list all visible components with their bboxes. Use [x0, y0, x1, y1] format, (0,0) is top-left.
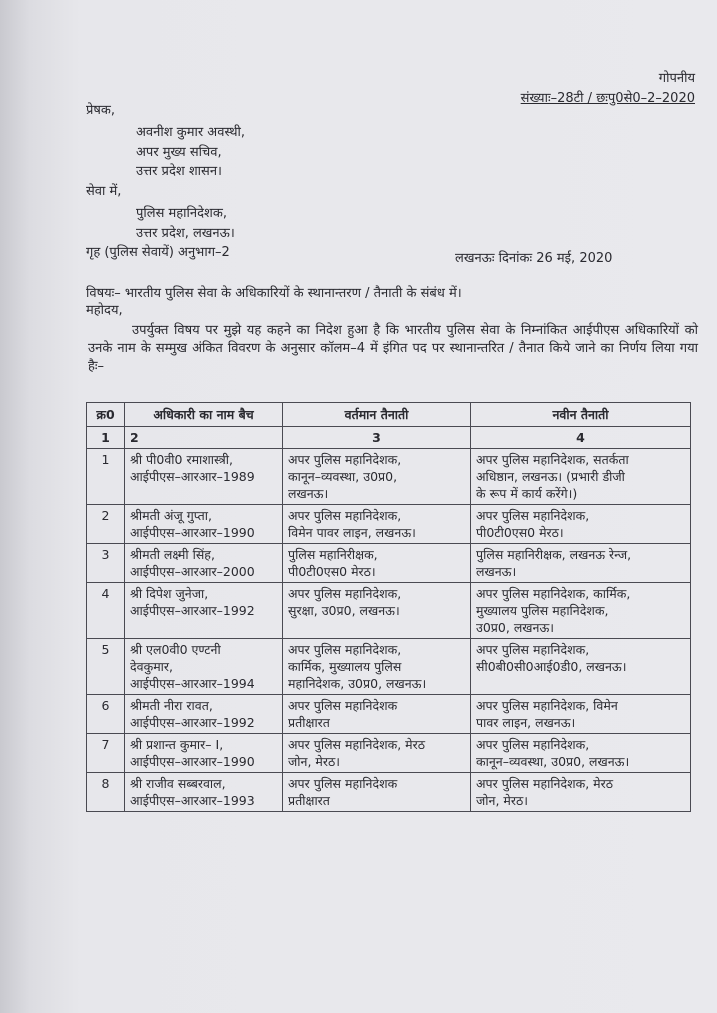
serial-cell: 4 [87, 583, 125, 639]
index-cell: 4 [471, 427, 691, 449]
officer-cell: श्रीमती लक्ष्मी सिंह, आईपीएस–आरआर–2000 [125, 544, 283, 583]
serial-cell: 6 [87, 695, 125, 734]
current-posting-cell: अपर पुलिस महानिदेशक, मेरठ जोन, मेरठ। [283, 734, 471, 773]
new-posting-cell: अपर पुलिस महानिदेशक, कार्मिक, मुख्यालय पुलिस महानिदेशक, उ0प्र0, लखनऊ। [471, 583, 691, 639]
table-row [87, 639, 691, 695]
subject-line: विषयः– भारतीय पुलिस सेवा के अधिकारियों के स्थानान्तरण / तैनाती के संबंध में। [86, 286, 462, 301]
index-cell: 1 [87, 427, 125, 449]
department-line: गृह (पुलिस सेवायें) अनुभाग–2 [86, 245, 230, 260]
current-posting-cell: अपर पुलिस महानिदेशक, विमेन पावर लाइन, लखनऊ। [283, 505, 471, 544]
recipient-place: उत्तर प्रदेश, लखनऊ। [136, 226, 235, 241]
table-header-row [87, 403, 691, 427]
table-row [87, 695, 691, 734]
new-posting-cell: अपर पुलिस महानिदेशक, विमेन पावर लाइन, लखनऊ। [471, 695, 691, 734]
officer-cell: श्रीमती नीरा रावत, आईपीएस–आरआर–1992 [125, 695, 283, 734]
index-cell: 3 [283, 427, 471, 449]
table-row [87, 773, 691, 812]
index-cell: 2 [125, 427, 283, 449]
table-index-row [87, 427, 691, 449]
serial-cell: 8 [87, 773, 125, 812]
serial-cell: 2 [87, 505, 125, 544]
reference-number: संख्याः–28टी / छःपु0से0–2–2020 [520, 91, 695, 106]
officer-cell: श्री पी0वी0 रमाशास्त्री, आईपीएस–आरआर–1989 [125, 449, 283, 505]
serial-cell: 7 [87, 734, 125, 773]
table-row [87, 505, 691, 544]
current-posting-cell: अपर पुलिस महानिदेशक, कार्मिक, मुख्यालय पुलिस महानिदेशक, उ0प्र0, लखनऊ। [283, 639, 471, 695]
table-row [87, 544, 691, 583]
officer-cell: श्री दिपेश जुनेजा, आईपीएस–आरआर–1992 [125, 583, 283, 639]
new-posting-cell: अपर पुलिस महानिदेशक, सी0बी0सी0आई0डी0, लखनऊ। [471, 639, 691, 695]
table-row [87, 449, 691, 505]
officer-cell: श्री एल0वी0 एण्टनी देवकुमार, आईपीएस–आरआर–1994 [125, 639, 283, 695]
salutation: महोदय, [86, 303, 123, 318]
new-posting-cell: अपर पुलिस महानिदेशक, सतर्कता अधिष्ठान, लखनऊ। (प्रभारी डीजी के रूप में कार्य करेंगे।) [471, 449, 691, 505]
header-current-posting: वर्तमान तैनाती [283, 403, 471, 427]
recipient-label: सेवा में, [86, 184, 122, 199]
officer-cell: श्रीमती अंजू गुप्ता, आईपीएस–आरआर–1990 [125, 505, 283, 544]
sender-label: प्रेषक, [86, 103, 116, 118]
new-posting-cell: अपर पुलिस महानिदेशक, मेरठ जोन, मेरठ। [471, 773, 691, 812]
header-new-posting: नवीन तैनाती [471, 403, 691, 427]
officer-cell: श्री प्रशान्त कुमार– I, आईपीएस–आरआर–1990 [125, 734, 283, 773]
date-line: लखनऊः दिनांकः 26 मई, 2020 [455, 251, 613, 266]
new-posting-cell: पुलिस महानिरीक्षक, लखनऊ रेन्ज, लखनऊ। [471, 544, 691, 583]
table-row [87, 583, 691, 639]
current-posting-cell: अपर पुलिस महानिदेशक प्रतीक्षारत [283, 695, 471, 734]
new-posting-cell: अपर पुलिस महानिदेशक, कानून–व्यवस्था, उ0प्र0, लखनऊ। [471, 734, 691, 773]
confidential-label: गोपनीय [658, 71, 695, 86]
table-row [87, 734, 691, 773]
serial-cell: 5 [87, 639, 125, 695]
current-posting-cell: पुलिस महानिरीक्षक, पी0टी0एस0 मेरठ। [283, 544, 471, 583]
serial-cell: 3 [87, 544, 125, 583]
recipient-designation: पुलिस महानिदेशक, [136, 206, 227, 221]
officer-cell: श्री राजीव सब्बरवाल, आईपीएस–आरआर–1993 [125, 773, 283, 812]
current-posting-cell: अपर पुलिस महानिदेशक प्रतीक्षारत [283, 773, 471, 812]
transfer-table [86, 402, 691, 812]
body-paragraph: उपर्युक्त विषय पर मुझे यह कहने का निदेश हुआ है कि भारतीय पुलिस सेवा के निम्नांकित आईपीएस अधिकारियों को उनके नाम के सम्मुख अंकित विवरण के अनुसार कॉलम–4 में इंगित पद पर स्थानान्तरित / तैनात किये जाने का निर्णय लिया गया हैः– [88, 323, 698, 374]
header-officer: अधिकारी का नाम बैच [125, 403, 283, 427]
serial-cell: 1 [87, 449, 125, 505]
sender-name: अवनीश कुमार अवस्थी, [136, 125, 246, 140]
header-serial: क्र0 [87, 403, 125, 427]
sender-designation: अपर मुख्य सचिव, [136, 145, 222, 160]
new-posting-cell: अपर पुलिस महानिदेशक, पी0टी0एस0 मेरठ। [471, 505, 691, 544]
current-posting-cell: अपर पुलिस महानिदेशक, कानून–व्यवस्था, उ0प्र0, लखनऊ। [283, 449, 471, 505]
current-posting-cell: अपर पुलिस महानिदेशक, सुरक्षा, उ0प्र0, लखनऊ। [283, 583, 471, 639]
sender-office: उत्तर प्रदेश शासन। [136, 164, 222, 179]
